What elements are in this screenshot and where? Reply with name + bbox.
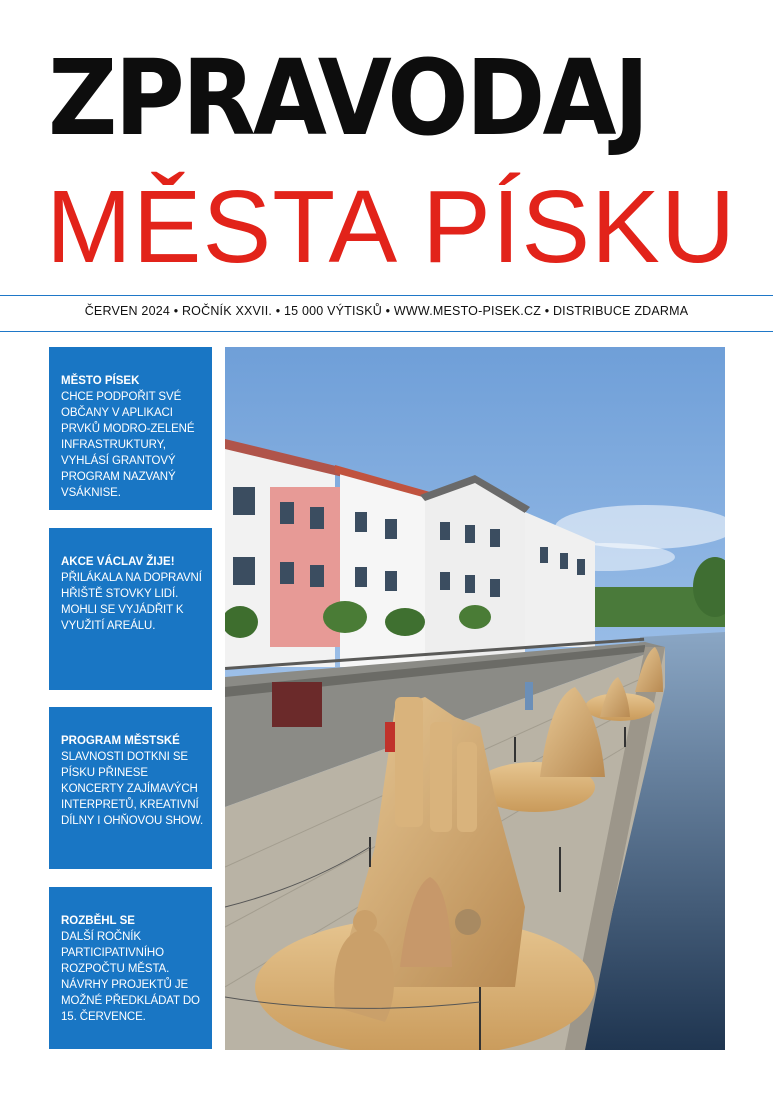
top-divider xyxy=(0,295,773,296)
teaser-heading: MĚSTO PÍSEK xyxy=(61,375,140,387)
bottom-divider xyxy=(0,331,773,332)
teaser-heading: PROGRAM MĚSTSKÉ xyxy=(61,735,180,747)
teaser-box-city[interactable] xyxy=(49,347,212,510)
issue-info-line: ČERVEN 2024 • ROČNÍK XXVII. • 15 000 VÝTISKŮ • WWW.MESTO-PISEK.CZ • DISTRIBUCE ZDARMA xyxy=(84,304,689,318)
teaser-heading: AKCE VÁCLAV ŽIJE! xyxy=(61,556,175,568)
teaser-body: CHCE PODPOŘIT SVÉ OBČANY V APLIKACI PRVKŮ MODRO-ZELENÉ INFRASTRUKTURY, VYHLÁSÍ GRANTOVÝ PROGRAM NAZVANÝ VSÁKNISE. xyxy=(61,391,195,499)
teaser-body: DALŠÍ ROČNÍK PARTICIPATIVNÍHO ROZPOČTU MĚSTA. NÁVRHY PROJEKTŮ JE MOŽNÉ PŘEDKLÁDAT DO 15. ČERVENCE. xyxy=(61,931,200,1023)
teaser-box-vaclav[interactable] xyxy=(49,528,212,690)
cover-photo-sand-sculptures xyxy=(225,347,725,1050)
teaser-heading: ROZBĚHL SE xyxy=(61,915,135,927)
teaser-body: PŘILÁKALA NA DOPRAVNÍ HŘIŠTĚ STOVKY LIDÍ. MOHLI SE VYJÁDŘIT K VYUŽITÍ AREÁLU. xyxy=(61,572,202,632)
teaser-box-budget[interactable] xyxy=(49,887,212,1049)
masthead-title-line2: MĚSTA PÍSKU xyxy=(46,169,737,284)
teaser-box-festival[interactable] xyxy=(49,707,212,869)
teaser-body: SLAVNOSTI DOTKNI SE PÍSKU PŘINESE KONCERTY ZAJÍMAVÝCH INTERPRETŮ, KREATIVNÍ DÍLNY I OHŇOVOU SHOW. xyxy=(61,751,204,827)
masthead-title-line1: ZPRAVODAJ xyxy=(48,37,647,159)
